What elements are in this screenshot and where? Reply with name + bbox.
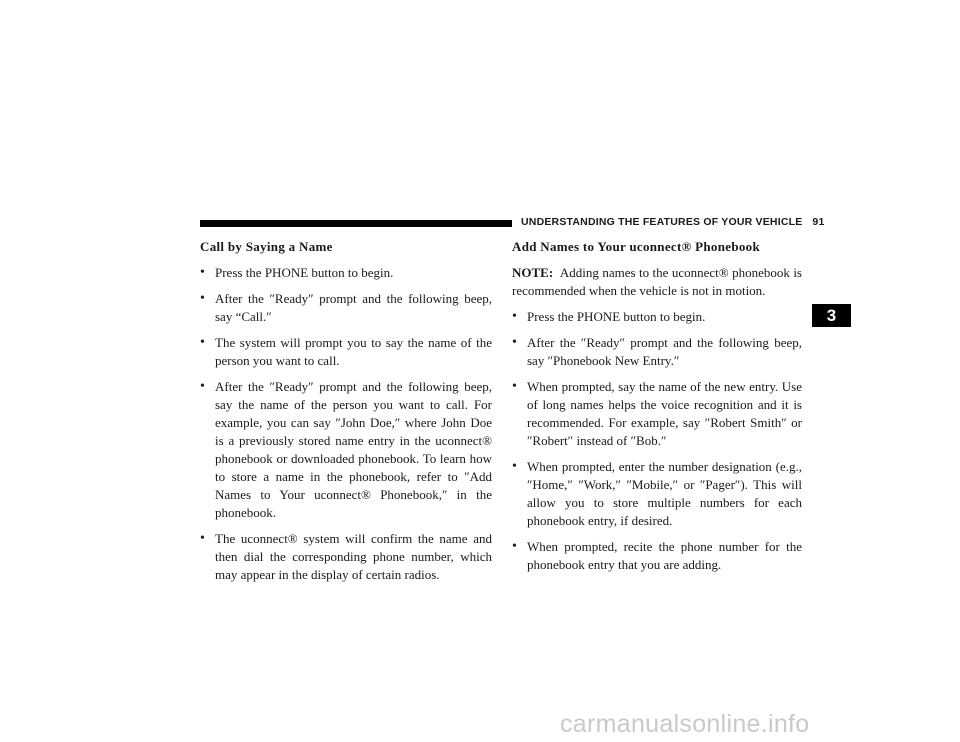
header-title: UNDERSTANDING THE FEATURES OF YOUR VEHICLE xyxy=(521,216,803,228)
note-text: Adding names to the uconnect® phonebook is recommended when the vehicle is not in motion. xyxy=(512,265,802,298)
page-number: 91 xyxy=(812,216,825,228)
section-tab: 3 xyxy=(812,304,851,327)
note-paragraph xyxy=(512,264,802,300)
call-steps-list xyxy=(200,264,492,584)
list-item: • When prompted, enter the number designation (e.g., ″Home,″ ″Work,″ ″Mobile,″ or ″Pager″). This will allow you to store multiple numbers for each phonebook entry, if desired. xyxy=(512,458,802,530)
running-header xyxy=(521,216,851,228)
list-item: • The uconnect® system will confirm the name and then dial the corresponding phone number, which may appear in the display of certain radios. xyxy=(200,530,492,584)
list-item: • After the ″Ready″ prompt and the following beep, say ″Phonebook New Entry.″ xyxy=(512,334,802,370)
add-name-steps-list xyxy=(512,308,802,574)
list-item: • Press the PHONE button to begin. xyxy=(512,308,802,326)
list-item: • When prompted, recite the phone number for the phonebook entry that you are adding. xyxy=(512,538,802,574)
list-item: • Press the PHONE button to begin. xyxy=(200,264,492,282)
list-item: • The system will prompt you to say the name of the person you want to call. xyxy=(200,334,492,370)
list-item: • When prompted, say the name of the new entry. Use of long names helps the voice recognition and it is recommended. For example, say ″Robert Smith″ or ″Robert″ instead of ″Bob.″ xyxy=(512,378,802,450)
section-heading-call-by-name: Call by Saying a Name xyxy=(200,239,333,254)
list-item: • After the ″Ready″ prompt and the following beep, say the name of the person you want to call. For example, you can say ″John Doe,″ where John Doe is a previously stored name entry in the uconnect® phonebook or downloaded phonebook. To learn how to store a name in the phonebook, refer to ″Add Names to Your uconnect® Phonebook,″ in the phonebook. xyxy=(200,378,492,522)
watermark: carmanualsonline.info xyxy=(560,710,810,738)
note-label: NOTE: xyxy=(512,265,554,280)
right-column xyxy=(512,238,802,582)
section-heading-add-names: Add Names to Your uconnect® Phonebook xyxy=(512,239,760,254)
left-column xyxy=(200,238,492,592)
header-rule xyxy=(200,220,512,227)
list-item: • After the ″Ready″ prompt and the following beep, say “Call.″ xyxy=(200,290,492,326)
